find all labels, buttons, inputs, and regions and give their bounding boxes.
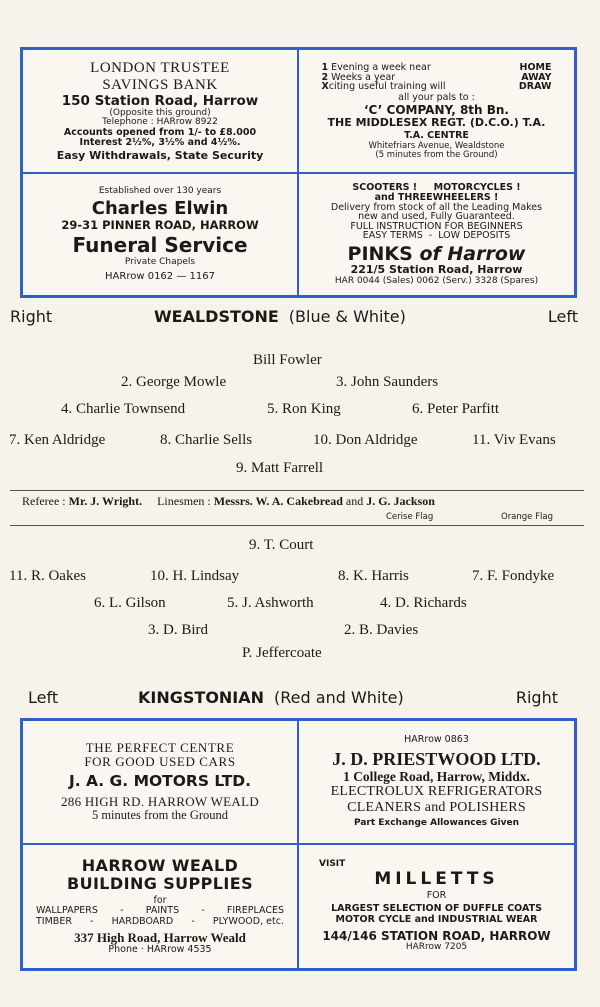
flag-orange: Orange Flag xyxy=(501,512,553,522)
advert-address: 144/146 STATION ROAD, HARROW xyxy=(322,928,551,943)
advert-harrow-weald-building-supplies xyxy=(23,845,299,968)
advert-priestwood xyxy=(299,721,574,845)
advert-name: MILLETTS xyxy=(374,868,499,889)
advert-telephone: HARrow 0863 xyxy=(404,734,469,746)
separator: - xyxy=(191,916,195,928)
player: 2. George Mowle xyxy=(121,374,227,390)
player: 5. J. Ashworth xyxy=(227,595,314,611)
player: 9. T. Court xyxy=(249,537,314,553)
side-label-right: Right xyxy=(515,688,558,707)
advert-line: CLEANERS and POLISHERS xyxy=(347,799,526,815)
officials-line xyxy=(22,494,435,509)
conjunction: and xyxy=(345,494,364,508)
advert-for: for xyxy=(153,894,167,906)
advert-title: BUILDING SUPPLIES xyxy=(66,874,254,894)
team-colours: (Red and White) xyxy=(274,688,404,707)
advert-telephone: Telephone : HARrow 8922 xyxy=(102,117,218,128)
advert-address: 29-31 PINNER ROAD, HARROW xyxy=(61,218,259,233)
product: HARDBOARD xyxy=(111,916,174,928)
advert-address: 150 Station Road, Harrow xyxy=(61,93,259,110)
advert-address: 337 High Road, Harrow Weald xyxy=(74,930,246,946)
product: FIREPLACES xyxy=(226,905,284,917)
advert-title: LONDON TRUSTEE xyxy=(90,60,230,77)
advert-pals: all your pals to : xyxy=(398,92,475,104)
advert-milletts xyxy=(299,845,574,968)
advert-telephone: HARrow 0162 — 1167 xyxy=(105,270,215,282)
acrostic-word: DRAW xyxy=(518,81,552,93)
advert-accounts: Accounts opened from 1/- to £8.000 xyxy=(63,126,257,138)
bottom-advert-grid xyxy=(20,718,577,971)
product: PLYWOOD, etc. xyxy=(212,916,284,928)
acrostic-word: HOME xyxy=(519,61,552,73)
acrostic-text: Weeks a year xyxy=(331,71,396,83)
advert-line: MOTOR CYCLE and INDUSTRIAL WEAR xyxy=(335,913,538,925)
player: 9. Matt Farrell xyxy=(236,460,324,476)
advert-line: FOR GOOD USED CARS xyxy=(84,754,236,770)
player: 11. Viv Evans xyxy=(472,432,556,448)
advert-headline: and THREEWHEELERS ! xyxy=(374,191,499,203)
team-colours: (Blue & White) xyxy=(288,307,406,326)
player: 7. F. Fondyke xyxy=(472,568,555,584)
advert-address: 1 College Road, Harrow, Middx. xyxy=(343,768,530,784)
advert-interest: Interest 2½%, 3½% and 4½%. xyxy=(79,137,241,149)
advert-line: ELECTROLUX REFRIGERATORS xyxy=(330,784,543,800)
advert-ta-company xyxy=(299,50,574,174)
advert-telephone: Phone · HARrow 4535 xyxy=(108,944,212,956)
acrostic-lead: 2 xyxy=(321,71,329,83)
kingstonian-header xyxy=(0,688,600,712)
advert-chapels: Private Chapels xyxy=(124,256,196,267)
advert-telephone: HAR 0044 (Sales) 0062 (Serv.) 3328 (Spares) xyxy=(334,275,539,286)
advert-established: Established over 130 years xyxy=(98,186,222,197)
acrostic-row xyxy=(322,82,552,92)
advert-telephone: HARrow 7205 xyxy=(405,942,468,953)
player: 6. Peter Parfitt xyxy=(412,401,500,417)
player: 8. Charlie Sells xyxy=(160,432,253,448)
player: 6. L. Gilson xyxy=(94,595,166,611)
player: P. Jeffercoate xyxy=(242,645,322,661)
wealdstone-header xyxy=(0,307,600,331)
advert-line: EASY TERMS - LOW DEPOSITS xyxy=(362,230,511,242)
separator: - xyxy=(120,905,124,917)
advert-name xyxy=(348,244,526,265)
team-title: WEALDSTONE xyxy=(154,307,279,326)
advert-street: Whitefriars Avenue, Wealdstone xyxy=(368,140,505,151)
separator: - xyxy=(201,905,205,917)
player: 2. B. Davies xyxy=(344,622,419,638)
advert-acrostic xyxy=(322,63,552,93)
advert-title: HARROW WEALD xyxy=(81,856,239,876)
player: 8. K. Harris xyxy=(338,568,409,584)
top-advert-grid xyxy=(20,47,577,298)
advert-visit: VISIT xyxy=(319,859,346,870)
product: PAINTS xyxy=(145,905,180,917)
team-title: KINGSTONIAN xyxy=(138,688,265,707)
advert-london-trustee-savings-bank xyxy=(23,50,299,174)
linesman-name: J. G. Jackson xyxy=(366,494,435,508)
side-label-left: Right xyxy=(10,307,53,326)
product: TIMBER xyxy=(36,916,72,928)
advert-line: FULL INSTRUCTION FOR BEGINNERS xyxy=(350,220,523,232)
advert-title: SAVINGS BANK xyxy=(102,76,218,93)
side-label-left: Left xyxy=(28,688,59,707)
advert-regiment: THE MIDDLESEX REGT. (D.C.O.) T.A. xyxy=(327,116,546,130)
referee-label: Referee : xyxy=(22,494,66,508)
player: 4. Charlie Townsend xyxy=(61,401,186,417)
separator: - xyxy=(90,916,94,928)
advert-jag-motors xyxy=(23,721,299,845)
match-officials xyxy=(10,490,584,526)
advert-address: 286 HIGH RD. HARROW WEALD xyxy=(60,794,260,810)
product: WALLPAPERS xyxy=(36,905,98,917)
advert-tagline: Easy Withdrawals, State Security xyxy=(56,148,264,162)
advert-name: Charles Elwin xyxy=(91,198,229,220)
linesman-name: Messrs. W. A. Cakebread xyxy=(213,494,343,508)
team-name xyxy=(154,307,406,326)
advert-address: 221/5 Station Road, Harrow xyxy=(350,263,523,277)
player: 10. H. Lindsay xyxy=(150,568,240,584)
advert-note: Part Exchange Allowances Given xyxy=(353,817,520,828)
advert-name: J. A. G. MOTORS LTD. xyxy=(68,772,252,790)
advert-distance: (5 minutes from the Ground) xyxy=(375,149,498,160)
advert-line: THE PERFECT CENTRE xyxy=(85,739,235,755)
advert-charles-elwin xyxy=(23,174,299,295)
acrostic-lead: X xyxy=(321,81,329,93)
advert-service: Funeral Service xyxy=(72,232,248,257)
acrostic-text: Evening a week near xyxy=(331,61,431,73)
player: 5. Ron King xyxy=(267,401,341,417)
advert-company: ‘C’ COMPANY, 8th Bn. xyxy=(363,102,509,117)
advert-line: LARGEST SELECTION OF DUFFLE COATS xyxy=(331,903,542,915)
advert-centre: T.A. CENTRE xyxy=(404,130,469,142)
advert-products-row xyxy=(36,917,284,928)
acrostic-lead: 1 xyxy=(321,61,329,73)
player: 7. Ken Aldridge xyxy=(9,432,106,448)
advert-line: new and used, Fully Guaranteed. xyxy=(358,211,515,223)
acrostic-text: citing useful training will xyxy=(328,81,446,93)
linesmen-label: Linesmen : xyxy=(157,494,211,508)
player: Bill Fowler xyxy=(253,352,322,368)
advert-line: Delivery from stock of all the Leading Makes xyxy=(330,201,543,213)
player: 3. John Saunders xyxy=(336,374,439,390)
side-label-right: Left xyxy=(547,307,578,326)
advert-headline: SCOOTERS ! MOTORCYCLES ! xyxy=(352,181,521,193)
player: 11. R. Oakes xyxy=(9,568,86,584)
team-name xyxy=(138,688,404,707)
advert-pinks-of-harrow xyxy=(299,174,574,295)
advert-name-main: PINKS xyxy=(347,242,413,265)
referee-name: Mr. J. Wright. xyxy=(68,494,143,508)
advert-for: FOR xyxy=(426,889,447,901)
player: 4. D. Richards xyxy=(380,595,467,611)
player: 3. D. Bird xyxy=(148,622,208,638)
acrostic-word: AWAY xyxy=(521,71,552,83)
player: 10. Don Aldridge xyxy=(313,432,418,448)
flag-cerise: Cerise Flag xyxy=(386,512,434,522)
advert-distance: 5 minutes from the Ground xyxy=(91,808,229,823)
advert-note: (Opposite this ground) xyxy=(109,108,211,118)
advert-name-rest: of Harrow xyxy=(419,242,526,265)
advert-name: J. D. PRIESTWOOD LTD. xyxy=(332,748,541,769)
